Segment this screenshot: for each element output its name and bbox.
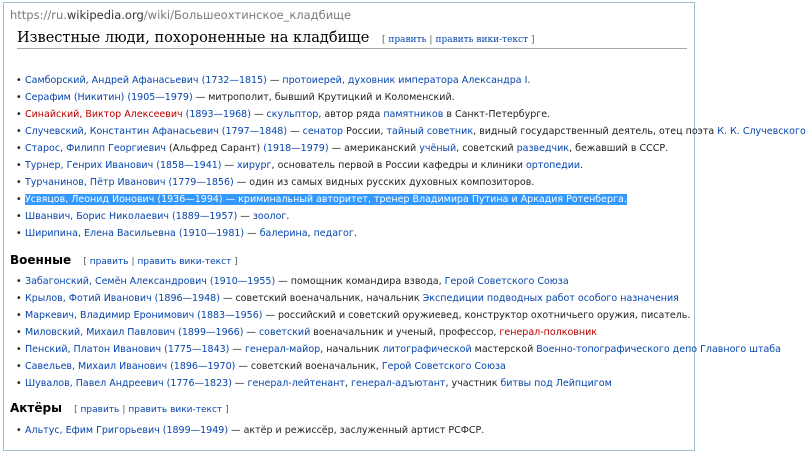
bracket-open: [	[381, 35, 386, 45]
url-domain: wikipedia.org	[66, 8, 144, 22]
section-heading-actors	[10, 401, 229, 415]
bullet-icon: •	[16, 344, 22, 355]
wiki-link[interactable]: Серафим (Никитин) (1905—1979)	[25, 92, 193, 103]
bullet-icon: •	[16, 126, 22, 137]
browser-frame	[3, 2, 806, 451]
list-item	[16, 157, 696, 174]
wiki-link[interactable]: Ширипина, Елена Васильевна (1910—1981)	[25, 228, 245, 239]
bullet-icon: •	[16, 75, 22, 86]
wiki-link[interactable]: генерал-лейтенант	[247, 378, 345, 389]
item-text: — помощник командира взвода,	[275, 276, 445, 287]
bullet-icon: •	[16, 276, 22, 287]
wiki-link[interactable]: протоиерей, духовник императора Александра I.	[282, 75, 531, 86]
wiki-link[interactable]: зоолог	[252, 211, 287, 222]
item-text: ,	[344, 378, 351, 389]
edit-section-links	[74, 405, 228, 415]
item-text: —	[266, 75, 283, 86]
bullet-icon: •	[16, 361, 22, 372]
list-item-text	[25, 293, 679, 304]
wiki-link[interactable]: учёный	[419, 143, 457, 154]
bullet-icon: •	[16, 425, 22, 436]
bullet-icon: •	[16, 228, 22, 239]
wiki-link[interactable]: Герой Советского Союза	[381, 361, 506, 372]
list-item	[16, 106, 696, 123]
wiki-link[interactable]: Крылов, Фотий Иванович (1896—1948)	[25, 293, 220, 304]
section-title: Военные	[10, 253, 72, 267]
list-item	[16, 341, 781, 358]
redlink[interactable]: генерал-полковник	[499, 327, 598, 338]
wiki-link[interactable]: Герой Советского Союза	[444, 276, 569, 287]
wiki-link[interactable]: литографической	[382, 344, 472, 355]
section-title: Актёры	[10, 401, 62, 415]
edit-separator: |	[131, 257, 135, 267]
list-item	[16, 324, 696, 341]
item-text: — советский военачальник, начальник	[219, 293, 423, 304]
item-text: , видный государственный деятель, отец поэта	[473, 126, 718, 137]
wiki-link[interactable]: К. К. Случевского	[717, 126, 806, 137]
item-text: — советский военачальник,	[235, 361, 382, 372]
list-item	[16, 89, 696, 106]
item-text: —	[229, 344, 245, 355]
wiki-link[interactable]: Шувалов, Павел Андреевич (1776—1823)	[25, 378, 232, 389]
wiki-link[interactable]: скульптор	[266, 109, 319, 120]
url-prefix: https://ru.	[10, 8, 67, 22]
list-item	[16, 191, 696, 208]
item-text: , участник	[445, 378, 501, 389]
list-item-text	[25, 126, 806, 137]
list-item	[16, 140, 696, 157]
bullet-icon: •	[16, 211, 22, 222]
list-item	[16, 307, 696, 324]
section-heading-military	[10, 253, 238, 267]
list-item-text	[25, 228, 357, 239]
list-item	[16, 72, 696, 89]
list-item	[16, 358, 696, 375]
wiki-link[interactable]: Шванвич, Борис Николаевич (1889—1957)	[25, 211, 238, 222]
bracket-open: [	[74, 405, 78, 415]
wiki-link[interactable]: памятников	[383, 109, 444, 120]
url-path: /wiki/Большеохтинское_кладбище	[143, 8, 352, 22]
bullet-icon: •	[16, 327, 22, 338]
wiki-link[interactable]: генерал-адъютант	[351, 378, 446, 389]
list-item	[16, 273, 696, 290]
item-text: —	[243, 327, 259, 338]
item-text: — актёр и режиссёр, заслуженный артист РСФСР.	[228, 425, 485, 436]
edit-section-links	[83, 257, 237, 267]
item-text: в Санкт-Петербурге.	[443, 109, 551, 120]
wiki-link[interactable]: Старос, Филипп Георгиевич	[25, 143, 167, 154]
wiki-link[interactable]: Турнер, Генрих Иванович (1858—1941)	[25, 160, 222, 171]
list-item	[16, 123, 806, 140]
wiki-link[interactable]: битвы под Лейпцигом	[500, 378, 612, 389]
wiki-link[interactable]: Забагонский, Семён Александрович (1910—1955)	[25, 276, 276, 287]
bullet-icon: •	[16, 310, 22, 321]
edit-separator: |	[429, 35, 433, 45]
bullet-icon: •	[16, 143, 22, 154]
wiki-link[interactable]: тайный советник	[386, 126, 474, 137]
list-item	[16, 422, 696, 439]
wiki-link[interactable]: Пенский, Платон Иванович (1775—1843)	[25, 344, 230, 355]
list-item-text	[25, 344, 781, 355]
wiki-link[interactable]: генерал-майор	[244, 344, 321, 355]
actors-list	[16, 422, 696, 439]
item-text: Усвяцов, Леонид Ионович (1936—1994) — криминальный авторитет, тренер Владимира Путина и Аркадия Ротенберга.	[25, 194, 627, 205]
wiki-link[interactable]: Турчанинов, Пётр Иванович (1779—1856)	[25, 177, 234, 188]
redlink[interactable]: Синайский, Виктор Алексеевич	[25, 109, 183, 120]
section-title: Известные люди, похороненные на кладбище	[17, 30, 370, 46]
bracket-close: ]	[234, 257, 238, 267]
edit-section-links	[382, 35, 535, 45]
list-item-text	[25, 92, 455, 103]
list-item-text	[25, 177, 534, 188]
list-item	[16, 208, 696, 225]
bullet-icon: •	[16, 194, 22, 205]
item-text: , основатель первой в России кафедры и клиники	[271, 160, 526, 171]
edit-section-link[interactable]: править	[388, 35, 427, 45]
list-item	[16, 375, 696, 392]
bullet-icon: •	[16, 92, 22, 103]
list-item-text	[25, 143, 668, 154]
list-item	[16, 290, 696, 307]
section-heading-famous	[17, 30, 687, 49]
item-text: , начальник	[320, 344, 383, 355]
list-item-text	[25, 310, 690, 321]
bullet-icon: •	[16, 177, 22, 188]
item-text: —	[250, 109, 267, 120]
edit-section-link[interactable]: править	[80, 405, 120, 415]
wiki-link[interactable]: сенатор	[302, 126, 344, 137]
address-bar[interactable]	[10, 6, 610, 24]
item-text: —	[244, 228, 260, 239]
wiki-link[interactable]: хирург	[237, 160, 272, 171]
wiki-link[interactable]: Случевский, Константин Афанасьевич (1797—1848)	[25, 126, 288, 137]
bracket-open: [	[83, 257, 87, 267]
wiki-link[interactable]: Миловский, Михаил Павлович (1899—1966)	[25, 327, 244, 338]
edit-source-link[interactable]: править вики-текст	[137, 257, 232, 267]
bullet-icon: •	[16, 378, 22, 389]
item-text: ,	[307, 228, 314, 239]
item-text: мастерской	[471, 344, 537, 355]
wiki-link[interactable]: Маркевич, Владимир Еронимович (1883—1956)	[25, 310, 263, 321]
wiki-link[interactable]: разведчик	[516, 143, 570, 154]
list-item-text	[25, 211, 289, 222]
wiki-link[interactable]: Военно-топографического депо Главного штаба	[536, 344, 781, 355]
item-text: — американский	[328, 143, 420, 154]
bullet-icon: •	[16, 293, 22, 304]
edit-source-link[interactable]: править вики-текст	[435, 35, 529, 45]
edit-source-link[interactable]: править вики-текст	[128, 405, 223, 415]
bullet-icon: •	[16, 109, 22, 120]
item-text: России,	[343, 126, 387, 137]
wiki-link[interactable]: ортопедии	[525, 160, 581, 171]
item-text: .	[286, 211, 290, 222]
item-text: (Альфред Сарант)	[166, 143, 264, 154]
wiki-link[interactable]: балерина	[259, 228, 308, 239]
list-item-text	[25, 276, 569, 287]
item-text: —	[221, 160, 238, 171]
list-item-text	[25, 109, 550, 120]
bracket-close: ]	[530, 35, 535, 45]
famous-people-list	[16, 72, 806, 242]
item-text: — российский и советский оружиевед, конструктор охотничьего оружия, писатель.	[262, 310, 691, 321]
edit-separator: |	[122, 405, 126, 415]
item-text: —	[237, 211, 253, 222]
list-item-text	[25, 75, 530, 86]
list-item-text	[25, 327, 597, 338]
item-text: .	[353, 228, 357, 239]
wiki-link[interactable]: советский	[258, 327, 311, 338]
item-text: военачальник и ученый, профессор,	[310, 327, 500, 338]
list-item-text	[25, 425, 484, 436]
list-item-text	[25, 378, 612, 389]
item-text: .	[580, 160, 584, 171]
item-text: —	[231, 378, 248, 389]
edit-section-link[interactable]: править	[89, 257, 129, 267]
item-text: — митрополит, бывший Крутицкий и Коломенский.	[192, 92, 455, 103]
wiki-link[interactable]: педагог	[313, 228, 354, 239]
wiki-link[interactable]: Экспедиции подводных работ особого назначения	[422, 293, 679, 304]
item-text: , бежавший в СССР.	[569, 143, 669, 154]
item-text: —	[287, 126, 303, 137]
bracket-close: ]	[225, 405, 229, 415]
military-list	[16, 273, 781, 392]
wiki-link[interactable]: Альтус, Ефим Григорьевич (1899—1949)	[25, 425, 229, 436]
bullet-icon: •	[16, 160, 22, 171]
wiki-link[interactable]: (1893—1968)	[182, 109, 251, 120]
list-item-text	[25, 160, 583, 171]
wiki-link[interactable]: (1918—1979)	[263, 143, 329, 154]
list-item	[16, 174, 696, 191]
item-text: — один из самых видных русских духовных композиторов.	[233, 177, 535, 188]
wiki-link[interactable]: Савельев, Михаил Иванович (1896—1970)	[25, 361, 236, 372]
list-item-text	[25, 361, 506, 372]
list-item	[16, 225, 696, 242]
list-item-text	[25, 194, 627, 205]
item-text: , автор ряда	[318, 109, 384, 120]
wiki-link[interactable]: Самборский, Андрей Афанасьевич (1732—1815)	[25, 75, 267, 86]
item-text: , советский	[456, 143, 517, 154]
